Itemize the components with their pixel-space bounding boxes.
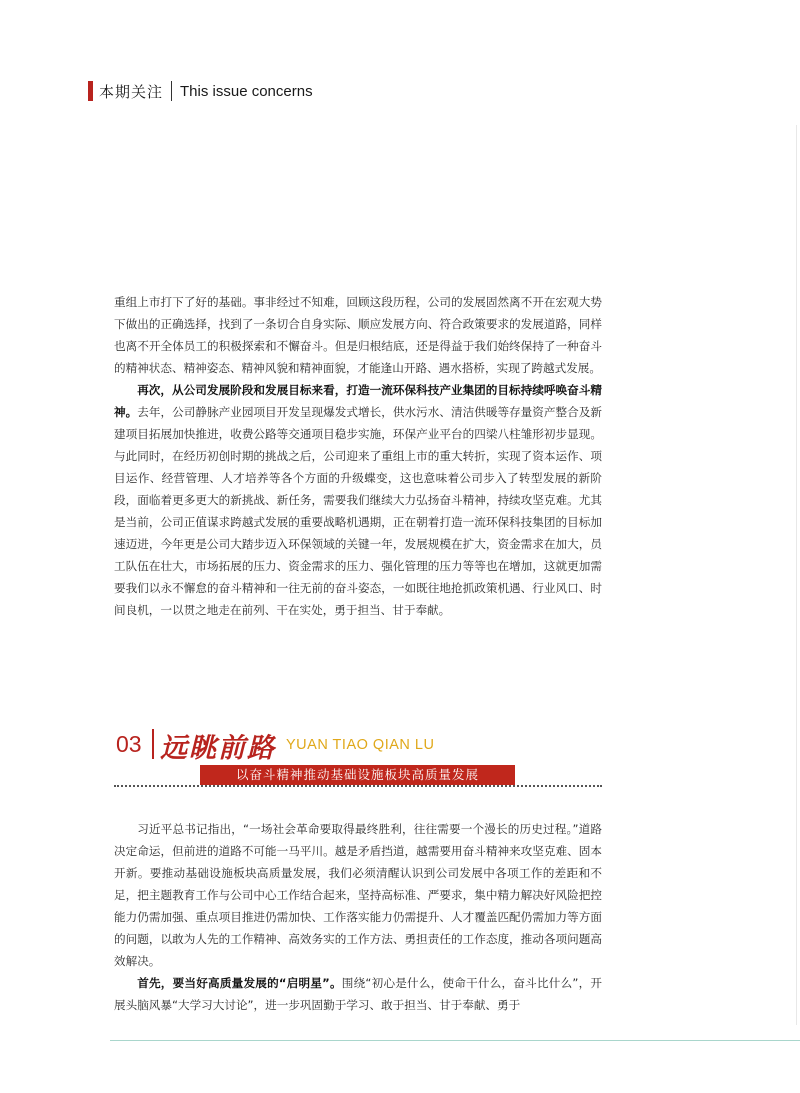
section-paragraph-2-lead: 首先，要当好高质量发展的“启明星”。 — [137, 976, 342, 990]
article-paragraph-1: 重组上市打下了好的基础。事非经过不知难，回顾这段历程，公司的发展固然离不开在宏观大势下做出的正确选择，找到了一条切合自身实际、顺应发展方向、符合政策要求的发展道路，同样也离不开全体员工的积极探索和不懈奋斗。但是归根结底，还是得益于我们始终保持了一种奋斗的精神状态、精神姿态、精神风貌和精神面貌，才能逢山开路、遇水搭桥，实现了跨越式发展。 — [114, 295, 602, 375]
article-paragraph-2 — [114, 379, 602, 621]
section-number: 03 — [116, 731, 142, 757]
section-header — [114, 725, 602, 785]
article-paragraph-2-text: 去年，公司静脉产业园项目开发呈现爆发式增长，供水污水、清洁供暖等存量资产整合及新建项目拓展加快推进，收费公路等交通项目稳步实施，环保产业平台的四梁八柱雏形初步显现。与此同时，在经历初创时期的挑战之后，公司迎来了重组上市的重大转折，实现了资本运作、项目运作、经营管理、人才培养等各个方面的升级蝶变，这也意味着公司步入了转型发展的新阶段，面临着更多更大的新挑战、新任务，需要我们继续大力弘扬奋斗精神，持续攻坚克难。尤其是当前，公司正值谋求跨越式发展的重要战略机遇期，正在朝着打造一流环保科技集团的目标加速迈进，今年更是公司大踏步迈入环保领域的关键一年，发展规模在扩大，资金需求在加大，员工队伍在壮大，市场拓展的压力、资金需求的压力、强化管理的压力等等也在增加，这就更加需要我们以永不懈怠的奋斗精神和一往无前的奋斗姿态，一如既往地抢抓政策机遇、行业风口、时间良机，一以贯之地走在前列、干在实处，勇于担当、甘于奉献。 — [114, 405, 602, 617]
header-accent-bar — [88, 81, 93, 101]
section-title-cn: 远眺前路 — [160, 733, 276, 764]
section-title-en: YUAN TIAO QIAN LU — [286, 737, 435, 753]
footer-rule — [110, 1040, 800, 1041]
header-separator — [171, 81, 172, 101]
page-edge-rule — [796, 125, 797, 1025]
page-header — [88, 80, 313, 102]
section-divider — [152, 729, 154, 759]
section-paragraph-2 — [114, 972, 602, 1016]
section-body — [114, 818, 602, 1016]
header-title-en: This issue concerns — [180, 82, 313, 100]
section-dotted-rule — [114, 785, 602, 787]
article-paragraph-2-lead: 再次，从公司发展阶段和发展目标来看，打造一流环保科技产业集团的目标持续呼唤奋斗精神。 — [114, 383, 602, 419]
section-paragraph-1: 习近平总书记指出，“一场社会革命要取得最终胜利，往往需要一个漫长的历史过程。”道路决定命运，但前进的道路不可能一马平川。越是矛盾挡道，越需要用奋斗精神来攻坚克难、固本开新。要推动基础设施板块高质量发展，我们必须清醒认识到公司发展中各项工作的差距和不足，把主题教育工作与公司中心工作结合起来，坚持高标准、严要求，集中精力解决好风险把控能力仍需加强、重点项目推进仍需加快、工作落实能力仍需提升、人才覆盖匹配仍需加力等方面的问题，以敢为人先的工作精神、高效务实的工作方法、勇担责任的工作态度，推动各项问题高效解决。 — [114, 822, 602, 968]
article-body-top — [114, 291, 602, 621]
section-paragraph-2-text: 围绕“初心是什么，使命干什么，奋斗比什么”，开展头脑风暴“大学习大讨论”，进一步巩固勤于学习、敢于担当、甘于奉献、勇于 — [114, 976, 602, 1012]
section-subtitle: 以奋斗精神推动基础设施板块高质量发展 — [200, 765, 515, 785]
header-title-cn: 本期关注 — [99, 82, 164, 101]
